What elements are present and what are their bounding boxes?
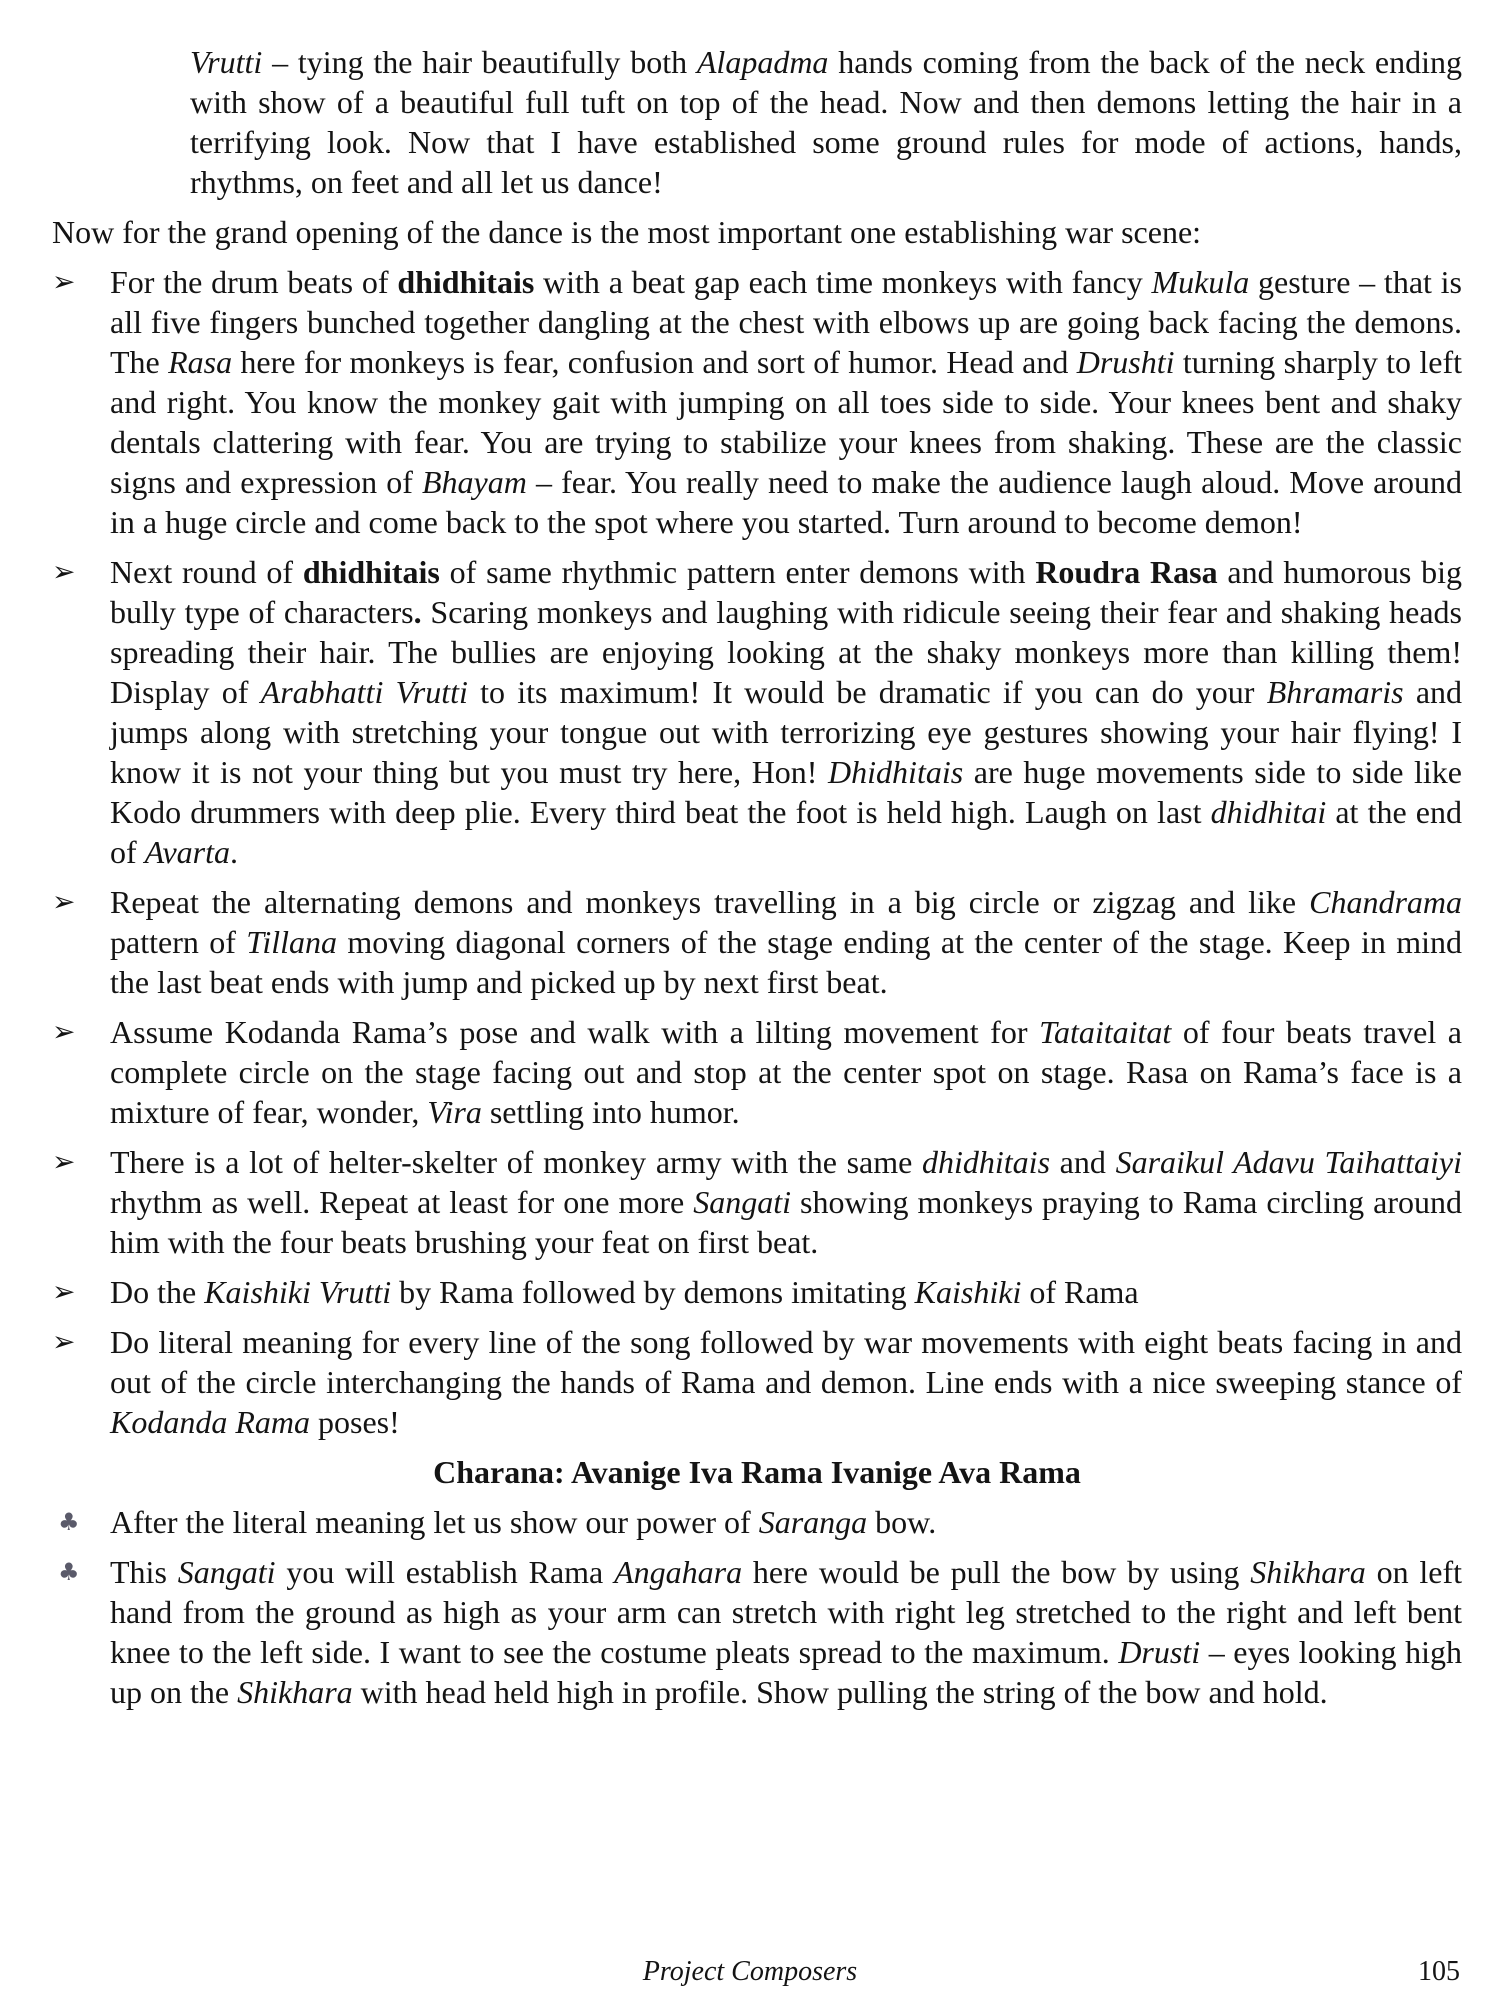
- text-run: For the drum beats of: [110, 264, 398, 300]
- arrow-bullet-icon: ➢: [52, 265, 76, 298]
- text-run: turning sharply to left and right. You know the monkey gait with jumping on all toes side to side. Your knees bent and shaky dentals clattering with fear. You are trying to stabilize your knees from shaking. These are the classic signs and expression of: [110, 344, 1463, 500]
- list-item: [52, 1502, 1462, 1542]
- bold-term: Roudra Rasa: [1035, 554, 1218, 590]
- italic-term: Mukula: [1151, 264, 1250, 300]
- text-run: of four beats travel a complete circle on the stage facing out and stop at the center spot on stage. Rasa on Rama’s face is a mixture of fear, wonder,: [110, 1014, 1463, 1130]
- list-item: [52, 1552, 1462, 1712]
- page-number: 105: [1418, 1956, 1460, 1987]
- text-run: Repeat the alternating demons and monkeys travelling in a big circle or zigzag and like: [110, 884, 1310, 920]
- text-run: This: [110, 1554, 178, 1590]
- text-run: poses!: [310, 1404, 400, 1440]
- text-run: with head held high in profile. Show pulling the string of the bow and hold.: [352, 1674, 1328, 1710]
- italic-term: Vira: [427, 1094, 482, 1130]
- list-item: [52, 1272, 1462, 1312]
- text-run: and humorous big bully type of characters: [110, 554, 1463, 630]
- italic-term: Kaishiki: [914, 1274, 1022, 1310]
- italic-term: Chandrama: [1309, 884, 1462, 920]
- arrow-bullet-icon: ➢: [52, 1015, 76, 1048]
- italic-term: Bhramaris: [1266, 674, 1404, 710]
- list-item: [52, 1142, 1462, 1262]
- list-item: [52, 1012, 1462, 1132]
- italic-term: dhidhitais: [922, 1144, 1051, 1180]
- list-item: [52, 882, 1462, 1002]
- text-run: by Rama followed by demons imitating: [391, 1274, 915, 1310]
- text-run: Next round of: [110, 554, 303, 590]
- italic-term: Saranga: [758, 1504, 868, 1540]
- text-run: here would be pull the bow by using: [742, 1554, 1251, 1590]
- italic-term: Bhayam: [422, 464, 527, 500]
- italic-term: Arabhatti Vrutti: [260, 674, 468, 710]
- text-run: Scaring monkeys and laughing with ridicule seeing their fear and shaking heads spreading their hair. The bullies are enjoying looking at the shaky monkeys more than killing them! Display of: [110, 594, 1463, 710]
- page-content: [52, 42, 1462, 1712]
- italic-term: Tillana: [246, 924, 337, 960]
- italic-term: Alapadma: [696, 44, 829, 80]
- italic-term: Angahara: [614, 1554, 743, 1590]
- italic-term: Drusti: [1118, 1634, 1201, 1670]
- italic-term: Avarta: [144, 834, 230, 870]
- text-run: There is a lot of helter-skelter of monkey army with the same: [110, 1144, 922, 1180]
- text-run: .: [229, 834, 238, 870]
- italic-term: Shikhara: [1250, 1554, 1366, 1590]
- arrow-bullet-icon: ➢: [52, 1275, 76, 1308]
- text-run: gesture – that is all five fingers bunched together dangling at the chest with elbows up are going back facing the demons. The: [110, 264, 1463, 380]
- text-run: and: [1050, 1144, 1116, 1180]
- club-bullet-icon: ♣: [58, 1508, 80, 1536]
- club-bullet-icon: ♣: [58, 1558, 80, 1586]
- text-run: – tying the hair beautifully both: [262, 44, 697, 80]
- arrow-bullet-icon: ➢: [52, 1145, 76, 1178]
- italic-term: Saraikul Adavu Taihattaiyi: [1115, 1144, 1463, 1180]
- italic-term: Tataitaitat: [1039, 1014, 1172, 1050]
- text-run: showing monkeys praying to Rama circling around him with the four beats brushing your feat on first beat.: [110, 1184, 1463, 1260]
- text-run: you will establish Rama: [275, 1554, 615, 1590]
- club-bullet-list: [52, 1502, 1462, 1712]
- italic-term: Sangati: [693, 1184, 791, 1220]
- text-run: at the end of: [110, 794, 1463, 870]
- italic-term: Rasa: [168, 344, 233, 380]
- text-run: and jumps along with stretching your tongue out with terrorizing eye gestures showing your hair flying! I know it is not your thing but you must try here, Hon!: [110, 674, 1463, 790]
- italic-term: Dhidhitais: [828, 754, 964, 790]
- arrow-bullet-icon: ➢: [52, 1325, 76, 1358]
- text-run: are huge movements side to side like Kodo drummers with deep plie. Every third beat the foot is held high. Laugh on last: [110, 754, 1463, 830]
- arrow-bullet-list: [52, 262, 1462, 1442]
- italic-term: Vrutti: [190, 44, 263, 80]
- text-run: – fear. You really need to make the audience laugh aloud. Move around in a huge circle and come back to the spot where you started. Turn around to become demon!: [110, 464, 1463, 540]
- text-run: Do the: [110, 1274, 205, 1310]
- text-run: bow.: [867, 1504, 937, 1540]
- lead-paragraph: Now for the grand opening of the dance is the most important one establishing war scene:: [52, 214, 1202, 250]
- bold-term: dhidhitais: [397, 264, 535, 300]
- text-run: with a beat gap each time monkeys with fancy: [534, 264, 1152, 300]
- list-item: [52, 262, 1462, 542]
- text-run: – eyes looking high up on the: [110, 1634, 1463, 1710]
- text-run: After the literal meaning let us show our power of: [110, 1504, 759, 1540]
- page-footer: [0, 1952, 1500, 1992]
- text-run: here for monkeys is fear, confusion and sort of humor. Head and: [232, 344, 1077, 380]
- text-run: pattern of: [110, 924, 247, 960]
- text-run: moving diagonal corners of the stage ending at the center of the stage. Keep in mind the last beat ends with jump and picked up by next first beat.: [110, 924, 1462, 1000]
- bold-term: dhidhitais: [302, 554, 440, 590]
- footer-title: Project Composers: [642, 1956, 858, 1987]
- italic-term: dhidhitai: [1210, 794, 1327, 830]
- text-run: of Rama: [1021, 1274, 1139, 1310]
- text-run: to its maximum! It would be dramatic if you can do your: [467, 674, 1267, 710]
- text-run: rhythm as well. Repeat at least for one more: [110, 1184, 694, 1220]
- italic-term: Kaishiki Vrutti: [204, 1274, 392, 1310]
- italic-term: Drushti: [1076, 344, 1175, 380]
- arrow-bullet-icon: ➢: [52, 555, 76, 588]
- text-run: Assume Kodanda Rama’s pose and walk with a lilting movement for: [110, 1014, 1040, 1050]
- text-run: on left hand from the ground as high as your arm can stretch with right leg stretched to the right and left bent knee to the left side. I want to see the costume pleats spread to the maximum.: [110, 1554, 1463, 1670]
- section-heading: Charana: Avanige Iva Rama Ivanige Ava Rama: [433, 1454, 1081, 1490]
- italic-term: Sangati: [177, 1554, 276, 1590]
- arrow-bullet-icon: ➢: [52, 885, 76, 918]
- text-run: of same rhythmic pattern enter demons with: [439, 554, 1036, 590]
- list-item: [52, 1322, 1462, 1442]
- list-item: [52, 552, 1462, 872]
- text-run: Do literal meaning for every line of the song followed by war movements with eight beats facing in and out of the circle interchanging the hands of Rama and demon. Line ends with a nice sweeping stance of: [110, 1324, 1462, 1400]
- italic-term: Shikhara: [237, 1674, 353, 1710]
- italic-term: Kodanda Rama: [110, 1404, 310, 1440]
- text-run: hands coming from the back of the neck ending with show of a beautiful full tuft on top of the head. Now and then demons letting the hair in a terrifying look. Now that I have established some ground rules for mode of actions, hands, rhythms, on feet and all let us dance!: [190, 44, 1463, 200]
- intro-paragraph: [190, 42, 1462, 202]
- bold-term: .: [413, 594, 422, 630]
- text-run: settling into humor.: [481, 1094, 740, 1130]
